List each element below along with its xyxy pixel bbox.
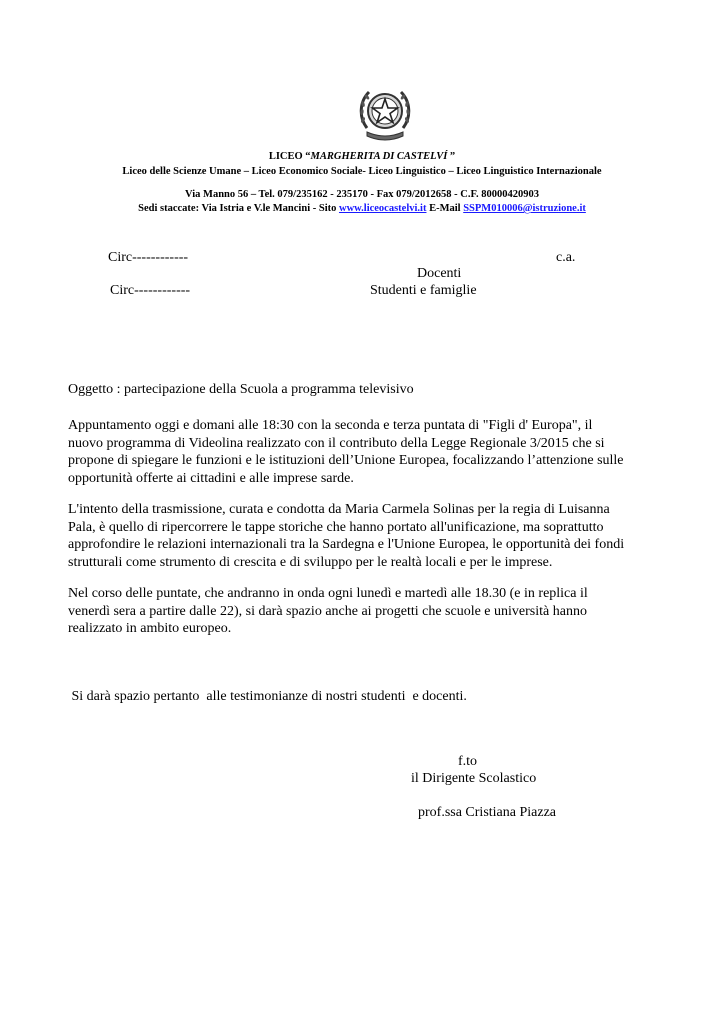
school-suffix: ” (447, 151, 456, 162)
body-paragraph-4 (68, 653, 668, 723)
paragraph-line: Si darà spazio pertanto alle testimonianze di nostri studenti e docenti. (68, 689, 467, 704)
school-prefix: LICEO “ (268, 151, 311, 162)
recipient-docenti: Docenti (417, 266, 462, 281)
paragraph-line: Appuntamento oggi e domani alle 18:30 con la seconda e terza puntata di "Figli d' Europa", il (68, 418, 593, 433)
body-paragraph-3 (68, 585, 668, 638)
recipient-students-families: Studenti e famiglie (370, 283, 477, 298)
republic-emblem-icon (357, 84, 413, 146)
paragraph-line: approfondire le relazioni internazionali tra la Sardegna e l'Unione Europea, le opportunità dei fondi (68, 537, 625, 552)
paragraph-line: propone di spiegare le funzioni e le istituzioni dell’Unione Europea, focalizzando l’attenzione sulle (68, 453, 624, 468)
school-branches (0, 203, 724, 214)
school-tracks: Liceo delle Scienze Umane – Liceo Economico Sociale- Liceo Linguistico – Liceo Linguistico Internazionale (122, 166, 602, 177)
website-link[interactable]: www.liceocastelvi.it (338, 203, 427, 214)
paragraph-line: venerdì sera a partire dalle 22), si darà spazio anche ai progetti che scuole e università hanno (68, 603, 587, 619)
signature-role: il Dirigente Scolastico (411, 771, 537, 786)
paragraph-line: opportunità offerte ai cittadini e alle imprese sarde. (68, 470, 354, 486)
signature-fto: f.to (458, 754, 478, 769)
circ-number-1: Circ------------ (108, 250, 189, 265)
school-address: Via Manno 56 – Tel. 079/235162 - 235170 - Fax 079/2012658 - C.F. 80000420903 (185, 189, 539, 200)
school-name (0, 151, 724, 162)
email-link[interactable]: SSPM010006@istruzione.it (463, 203, 586, 214)
email-label: E-Mail (426, 203, 464, 214)
ca-label: c.a. (556, 250, 576, 265)
branches-label: Sedi staccate: Via Istria e V.le Mancini - Sito (138, 203, 339, 214)
body-paragraph-1 (68, 417, 668, 487)
signature-name: prof.ssa Cristiana Piazza (418, 805, 557, 820)
body-paragraph-2 (68, 501, 668, 571)
paragraph-line: nuovo programma di Videolina realizzato con il contributo della Legge Regionale 3/2015 che si (68, 435, 605, 451)
subject-line: Oggetto : partecipazione della Scuola a programma televisivo (68, 382, 414, 397)
school-name-italic: MARGHERITA DI CASTELVÍ (310, 151, 448, 162)
paragraph-line: Nel corso delle puntate, che andranno in onda ogni lunedì e martedì alle 18.30 (e in replica il (68, 586, 588, 601)
circ-number-2: Circ------------ (110, 283, 191, 298)
paragraph-line: strutturali come strumento di crescita e di sviluppo per le realtà locali e per le imprese. (68, 554, 553, 570)
paragraph-line: realizzato in ambito europeo. (68, 621, 232, 636)
paragraph-line: L'intento della trasmissione, curata e condotta da Maria Carmela Solinas per la regia di Luisanna (68, 502, 610, 517)
paragraph-line: Pala, è quello di ripercorrere le tappe storiche che hanno portato all'unificazione, ma soprattutto (68, 519, 604, 535)
